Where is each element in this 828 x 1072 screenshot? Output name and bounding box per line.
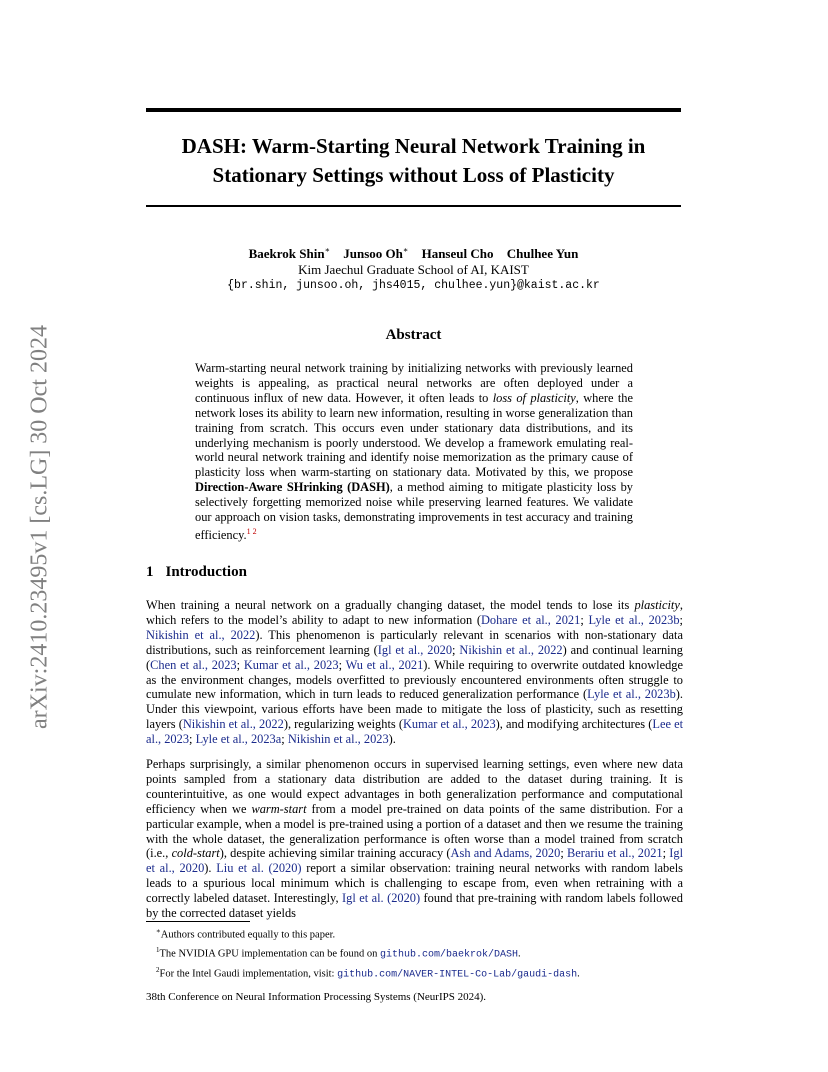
github-link-gaudi[interactable]: github.com/NAVER-INTEL-Co-Lab/gaudi-dash <box>337 969 578 981</box>
citation-link[interactable]: Lyle et al., 2023a <box>195 732 282 747</box>
github-link-dash[interactable]: github.com/baekrok/DASH <box>379 949 518 961</box>
paper-title <box>146 132 681 190</box>
citation-link[interactable]: Liu et al. (2020) <box>216 861 302 876</box>
footnote-star: ∗Authors contributed equally to this paper. <box>156 927 336 941</box>
author: Chulhee Yun <box>506 246 579 262</box>
abstract-heading: Abstract <box>385 327 442 343</box>
intro-paragraph-2: Perhaps surprisingly, a similar phenomenon occurs in supervised learning settings, even where new data points sampled from a stationary data distribution are added to the dataset during training. It is counterintuitive, as one would expect advantages in both generalization performance and computational efficiency when we warm-start from a model pre-trained on data points of the same distribution. For a particular example, when a model is pre-trained using a portion of a dataset and then we resume the training with the whole dataset, the generalization performance is often worse than a model trained from scratch (i.e., cold-start), despite achieving similar training accuracy (Ash and Adams, 2020; Berariu et al., 2021; Igl et al., 2020). Liu et al. (2020) report a similar observation: training neural networks with random labels leads to a spurious local minimum which is challenging to escape from, even when retraining with a correctly labeled dataset. Interestingly, Igl et al. (2020) found that pre-training with random labels followed by the corrected dataset yields <box>146 757 684 921</box>
citation-link[interactable]: Kumar et al., 2023 <box>243 657 339 672</box>
abstract-footnote-marks[interactable]: 1 2 <box>246 526 257 536</box>
affiliation: Kim Jaechul Graduate School of AI, KAIST <box>298 262 529 278</box>
title-line-1: DASH: Warm-Starting Neural Network Training in <box>181 134 646 158</box>
title-bottom-rule <box>146 205 681 207</box>
footnotes <box>156 924 580 983</box>
citation-link[interactable]: Ash and Adams, 2020 <box>450 846 561 861</box>
arxiv-stamp: arXiv:2410.23495v1 [cs.LG] 30 Oct 2024 <box>26 325 53 729</box>
author-emails: {br.shin, junsoo.oh, jhs4015, chulhee.yun}@kaist.ac.kr <box>227 279 600 293</box>
abstract-text: Warm-starting neural network training by initializing networks with previously learned weights is appealing, as practical neural networks are often deployed under a continuous influx of new data. However, it often leads to loss of plasticity, where the network loses its ability to learn new information, resulting in worse generalization than training from scratch. This occurs even under stationary data distributions, and its underlying mechanism is poorly understood. We develop a framework emulating real-world neural network training and identify noise memorization as the primary cause of plasticity loss when warm-starting on stationary data. Motivated by this, we propose Direction-Aware SHrinking (DASH), a method aiming to mitigate plasticity loss by selectively forgetting memorized noise while preserving learned features. We validate our approach on vision tasks, demonstrating improvements in test accuracy and training efficiency.$^{1 2}$ <box>195 361 634 543</box>
author: Baekrok Shin∗ <box>248 246 331 262</box>
title-top-rule <box>146 108 681 112</box>
citation-link[interactable]: Chen et al., 2023 <box>150 657 237 672</box>
citation-link[interactable]: Igl et al. (2020) <box>342 891 421 906</box>
citation-link[interactable]: Igl et al., 2020 <box>377 642 453 657</box>
citation-link[interactable]: Lyle et al., 2023b <box>587 687 676 702</box>
footnote-1: $^1$The NVIDIA GPU implementation can be found on github.com/baekrok/DASH. <box>156 946 521 961</box>
author: Junsoo Oh∗ <box>343 246 409 262</box>
intro-paragraph-1: When training a neural network on a gradually changing dataset, the model tends to lose its plasticity, which refers to the model’s ability to adapt to new information (Dohare et al., 2021; Lyle et al., 2023b; Nikishin et al., 2022). This phenomenon is particularly relevant in scenarios with non-stationary data distributions, such as reinforcement learning (Igl et al., 2020; Nikishin et al., 2022) and continual learning (Chen et al., 2023; Kumar et al., 2023; Wu et al., 2021). While requiring to overwrite outdated knowledge as the environment changes, models overfitted to previously encountered environments often struggle to cumulate new information, which in turn leads to reduced generalization performance (Lyle et al., 2023b). Under this viewpoint, various efforts have been made to mitigate the loss of plasticity, such as resetting layers (Nikishin et al., 2022), regularizing weights (Kumar et al., 2023), and modifying architectures (Lee et al., 2023; Lyle et al., 2023a; Nikishin et al., 2023). <box>146 598 684 747</box>
section-heading: 1 Introduction <box>146 564 247 580</box>
author-names <box>146 243 681 262</box>
author-block <box>146 243 681 294</box>
conference-note: 38th Conference on Neural Information Processing Systems (NeurIPS 2024). <box>146 991 487 1003</box>
footnote-2: $^2$For the Intel Gaudi implementation, visit: github.com/NAVER-INTEL-Co-Lab/gaudi-dash. <box>156 966 580 981</box>
author: Hanseul Cho <box>421 246 494 262</box>
citation-link[interactable]: Igl et al., 2020 <box>146 846 684 876</box>
citation-link[interactable]: Nikishin et al., 2022 <box>182 717 284 732</box>
title-line-2: Stationary Settings without Loss of Plasticity <box>212 163 615 187</box>
citation-link[interactable]: Wu et al., 2021 <box>345 657 424 672</box>
citation-link[interactable]: Berariu et al., 2021 <box>566 846 663 861</box>
citation-link[interactable]: Kumar et al., 2023 <box>402 717 496 732</box>
citation-link[interactable]: Nikishin et al., 2022 <box>459 642 563 657</box>
footnote-rule <box>146 921 250 922</box>
citation-link[interactable]: Nikishin et al., 2023 <box>287 732 389 747</box>
citation-link[interactable]: Lee et al., 2023 <box>146 717 684 747</box>
citation-link[interactable]: Dohare et al., 2021 <box>480 612 581 627</box>
citation-link[interactable]: Lyle et al., 2023b <box>588 612 680 627</box>
citation-link[interactable]: Nikishin et al., 2022 <box>146 627 256 642</box>
